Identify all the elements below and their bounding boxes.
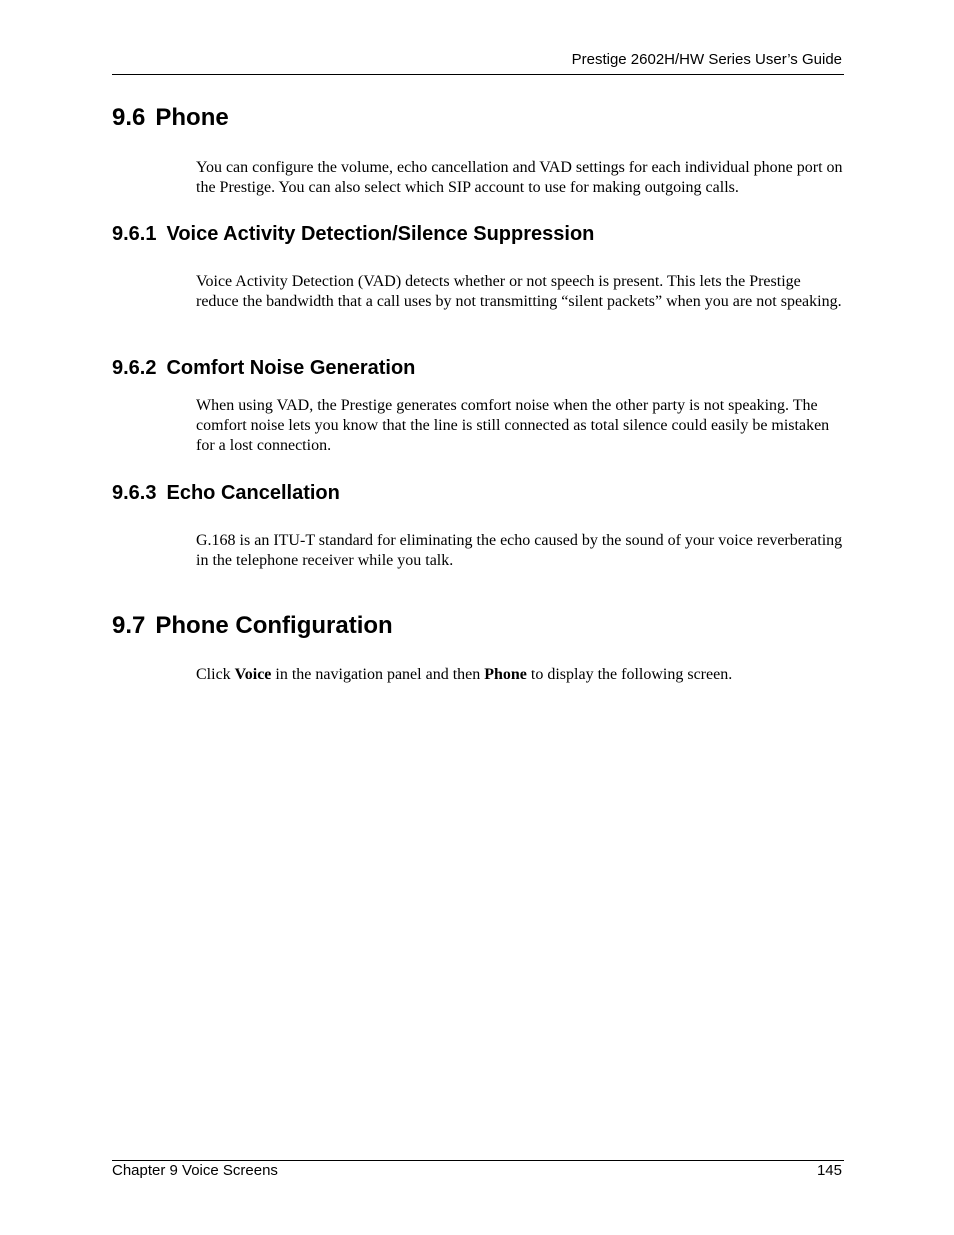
section-paragraph: Voice Activity Detection (VAD) detects whether or not speech is present. This lets the Prestige reduce the bandwidth that a call uses by not transmitting “silent packets” when you are not speaking.	[196, 273, 842, 310]
section-paragraph: When using VAD, the Prestige generates comfort noise when the other party is not speaking. The comfort noise lets you know that the line is still connected as total silence could easily be mistaken for a lost connection.	[196, 397, 830, 454]
section-heading-9-6-3	[112, 482, 340, 505]
section-title: Phone	[155, 104, 229, 131]
section-heading-9-6-1	[112, 223, 594, 246]
section-number: 9.6.1	[112, 223, 157, 245]
section-number: 9.6.3	[112, 482, 157, 504]
footer-chapter: Chapter 9 Voice Screens	[112, 1162, 278, 1179]
ui-term-phone: Phone	[484, 666, 527, 683]
paragraph-text: to display the following screen.	[526, 666, 733, 683]
section-title: Phone Configuration	[155, 612, 393, 639]
section-title: Echo Cancellation	[166, 482, 340, 504]
section-title: Comfort Noise Generation	[166, 357, 416, 379]
ui-term-voice: Voice	[234, 666, 272, 683]
section-number: 9.6	[112, 104, 146, 131]
section-title: Voice Activity Detection/Silence Suppression	[166, 223, 595, 245]
section-heading-9-6	[112, 104, 229, 132]
footer-rule	[112, 1160, 844, 1161]
section-heading-9-7	[112, 612, 393, 640]
section-heading-9-6-2	[112, 357, 415, 380]
section-paragraph: You can configure the volume, echo cancellation and VAD settings for each individual phone port on the Prestige. You can also select which SIP account to use for making outgoing calls.	[196, 159, 843, 196]
paragraph-text: Click	[196, 666, 235, 683]
running-header: Prestige 2602H/HW Series User’s Guide	[571, 51, 842, 68]
section-number: 9.6.2	[112, 357, 157, 379]
header-rule	[112, 74, 844, 75]
paragraph-text: in the navigation panel and then	[271, 666, 485, 683]
section-number: 9.7	[112, 612, 146, 639]
section-paragraph: G.168 is an ITU-T standard for eliminating the echo caused by the sound of your voice reverberating in the telephone receiver while you talk.	[196, 532, 843, 569]
section-paragraph	[196, 665, 846, 685]
page-number: 145	[816, 1162, 842, 1179]
